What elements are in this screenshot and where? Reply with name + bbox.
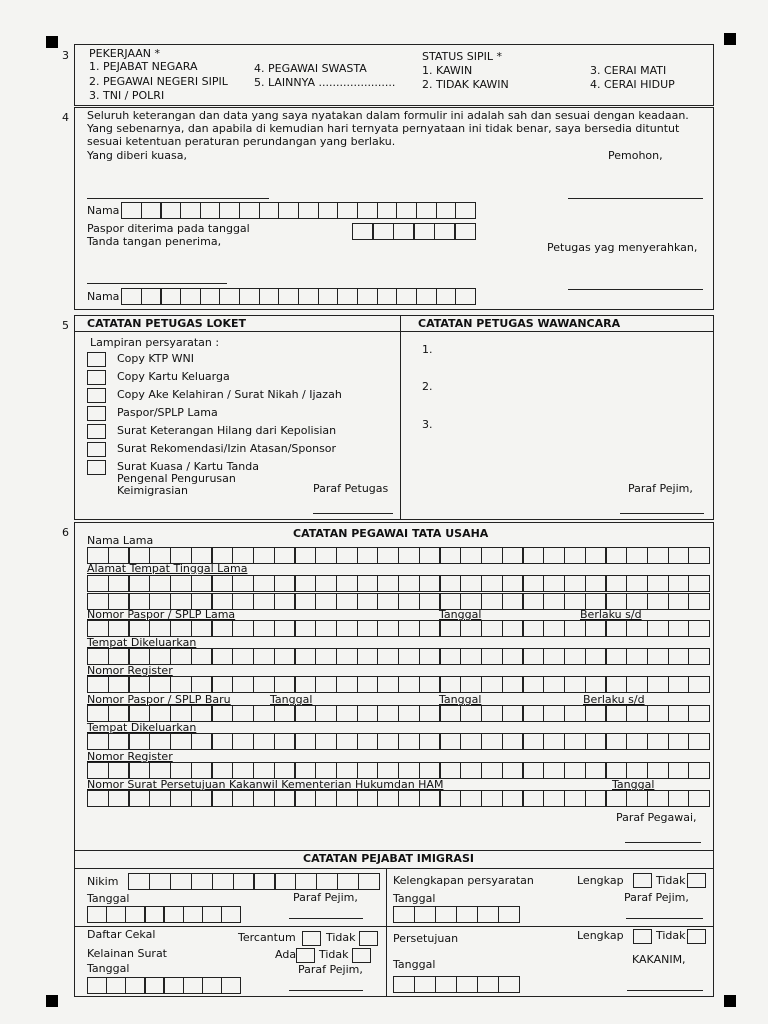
paspor-lama-grid[interactable] [87, 620, 710, 637]
registration-mark-bottom-left [46, 995, 58, 1007]
tidak-label: Tidak [656, 929, 686, 942]
tanggal-label: Tanggal [393, 958, 436, 971]
tidak-checkbox[interactable] [687, 873, 706, 888]
tercantum-label: Tercantum [238, 931, 296, 944]
lampiran-item: Copy KTP WNI [117, 352, 194, 365]
tidak-checkbox[interactable] [359, 931, 378, 946]
tidak-label: Tidak [319, 948, 349, 961]
lampiran-item: Copy Ake Kelahiran / Surat Nikah / Ijazah [117, 388, 342, 401]
checkbox-kk[interactable] [87, 370, 106, 385]
berlaku-label: Berlaku s/d [580, 608, 642, 621]
nama-input-grid[interactable] [121, 202, 476, 219]
tanggal-label: Tanggal [612, 778, 655, 791]
tempat-dikeluarkan-label: Tempat Dikeluarkan [87, 721, 197, 734]
status-option: 3. CERAI MATI [590, 64, 667, 77]
checkbox-akte[interactable] [87, 388, 106, 403]
paraf-pejim-line[interactable] [289, 918, 363, 919]
tanggal-label: Tanggal [87, 962, 130, 975]
tanggal-label: Tanggal [87, 892, 130, 905]
nomor-paspor-baru-label: Nomor Paspor / SPLP Baru [87, 693, 231, 706]
kuasa-signature-line[interactable] [87, 198, 269, 199]
tidak-checkbox[interactable] [687, 929, 706, 944]
section-number-5: 5 [62, 319, 69, 332]
tercantum-checkbox[interactable] [302, 931, 321, 946]
paspor-baru-grid[interactable] [87, 705, 710, 722]
lampiran-item: Pengenal Pengurusan [117, 472, 236, 485]
paraf-pejim-label: Paraf Pejim, [298, 963, 363, 976]
tata-usaha-title: CATATAN PEGAWAI TATA USAHA [293, 527, 489, 540]
nomor-surat-grid[interactable] [87, 790, 710, 807]
penerima-signature-line[interactable] [87, 283, 227, 284]
pekerjaan-title: PEKERJAAN * [89, 47, 161, 60]
tanggal-terima-grid[interactable] [352, 223, 476, 240]
section-number-3: 3 [62, 49, 69, 62]
tanggal-label: Tanggal [439, 608, 482, 621]
status-option: 4. CERAI HIDUP [590, 78, 675, 91]
pekerjaan-option: 3. TNI / POLRI [89, 89, 165, 102]
tempat-dikeluarkan-label: Tempat Dikeluarkan [87, 636, 197, 649]
alamat-lama-label: Alamat Tempat Tinggal Lama [87, 562, 248, 575]
registration-mark-top-right [724, 33, 736, 45]
paraf-pegawai-label: Paraf Pegawai, [616, 811, 697, 824]
section-5-header-rule [74, 331, 714, 332]
section-number-4: 4 [62, 111, 69, 124]
pemohon-signature-line[interactable] [568, 198, 703, 199]
nomor-register-baru-grid[interactable] [87, 762, 710, 779]
status-option: 2. TIDAK KAWIN [422, 78, 509, 91]
loket-title: CATATAN PETUGAS LOKET [87, 317, 247, 330]
ada-checkbox[interactable] [296, 948, 315, 963]
kakanim-label: KAKANIM, [632, 953, 686, 966]
paraf-petugas-line[interactable] [313, 513, 393, 514]
status-option: 1. KAWIN [422, 64, 473, 77]
paraf-pejim-label: Paraf Pejim, [293, 891, 358, 904]
nama-input-grid-2[interactable] [121, 288, 476, 305]
paraf-pejim-line[interactable] [620, 513, 704, 514]
tanggal-grid[interactable] [393, 906, 520, 923]
paraf-pejim-label: Paraf Pejim, [628, 482, 693, 495]
imigrasi-title: CATATAN PEJABAT IMIGRASI [303, 852, 474, 865]
tempat-dikeluarkan-baru-grid[interactable] [87, 733, 710, 750]
wawancara-number: 1. [422, 343, 433, 356]
statement-line: Yang sebenarnya, dan apabila di kemudian hari ternyata pernyataan ini tidak benar, saya bersedia dituntut [87, 122, 680, 135]
daftar-cekal-label: Daftar Cekal [87, 928, 156, 941]
pekerjaan-option: 4. PEGAWAI SWASTA [254, 62, 367, 75]
lampiran-item: Paspor/SPLP Lama [117, 406, 218, 419]
tempat-dikeluarkan-grid[interactable] [87, 648, 710, 665]
tanggal-label: Tanggal [393, 892, 436, 905]
lengkap-label: Lengkap [577, 929, 624, 942]
lengkap-label: Lengkap [577, 874, 624, 887]
lampiran-item: Copy Kartu Keluarga [117, 370, 230, 383]
tanggal-label: Tanggal [270, 693, 313, 706]
checkbox-rekomendasi[interactable] [87, 442, 106, 457]
paraf-pegawai-line[interactable] [625, 842, 701, 843]
paraf-pejim-line[interactable] [626, 918, 703, 919]
lampiran-item: Keimigrasian [117, 484, 189, 497]
nomor-register-grid[interactable] [87, 676, 710, 693]
petugas-signature-line[interactable] [568, 289, 703, 290]
kelengkapan-label: Kelengkapan persyaratan [393, 874, 534, 887]
kelainan-surat-label: Kelainan Surat [87, 947, 167, 960]
paspor-diterima-label: Paspor diterima pada tanggal [87, 222, 250, 235]
nomor-register-label: Nomor Register [87, 750, 173, 763]
tanggal-grid[interactable] [87, 977, 241, 994]
checkbox-surat-kuasa[interactable] [87, 460, 106, 475]
berlaku-label: Berlaku s/d [583, 693, 645, 706]
imigrasi-divider [386, 868, 387, 997]
yang-diberi-kuasa-label: Yang diberi kuasa, [87, 149, 187, 162]
lampiran-item: Surat Rekomendasi/Izin Atasan/Sponsor [117, 442, 337, 455]
imigrasi-top-rule [74, 850, 714, 851]
tidak-checkbox[interactable] [352, 948, 371, 963]
paraf-pejim-label: Paraf Pejim, [624, 891, 689, 904]
checkbox-paspor-lama[interactable] [87, 406, 106, 421]
pemohon-label: Pemohon, [608, 149, 663, 162]
wawancara-number: 2. [422, 380, 433, 393]
lampiran-label: Lampiran persyaratan : [90, 336, 220, 349]
persetujuan-label: Persetujuan [393, 932, 459, 945]
kakanim-signature-line[interactable] [627, 990, 703, 991]
nomor-register-label: Nomor Register [87, 664, 173, 677]
paraf-petugas-label: Paraf Petugas [313, 482, 389, 495]
pekerjaan-option: 1. PEJABAT NEGARA [89, 60, 198, 73]
tanggal-grid[interactable] [87, 906, 241, 923]
registration-mark-bottom-right [724, 995, 736, 1007]
wawancara-title: CATATAN PETUGAS WAWANCARA [418, 317, 621, 330]
wawancara-number: 3. [422, 418, 433, 431]
checkbox-ktp[interactable] [87, 352, 106, 367]
nama-lama-label: Nama Lama [87, 534, 154, 547]
status-sipil-title: STATUS SIPIL * [422, 50, 502, 63]
tanggal-grid[interactable] [393, 976, 520, 993]
lengkap-checkbox[interactable] [633, 873, 652, 888]
alamat-lama-grid-1[interactable] [87, 575, 710, 592]
registration-mark-top-left [46, 36, 58, 48]
lengkap-checkbox[interactable] [633, 929, 652, 944]
imigrasi-header-rule [74, 868, 714, 869]
nikim-grid[interactable] [128, 873, 380, 890]
lampiran-item: Surat Keterangan Hilang dari Kepolisian [117, 424, 337, 437]
tidak-label: Tidak [326, 931, 356, 944]
statement-line: Seluruh keterangan dan data yang saya nyatakan dalam formulir ini adalah sah dan sesuai dengan keadaan. [87, 109, 689, 122]
pekerjaan-option: 2. PEGAWAI NEGERI SIPIL [89, 75, 228, 88]
nomor-paspor-lama-label: Nomor Paspor / SPLP Lama [87, 608, 236, 621]
tanda-tangan-penerima-label: Tanda tangan penerima, [87, 235, 222, 248]
statement-line: sesuai ketentuan peraturan perundangan yang berlaku. [87, 135, 396, 148]
tidak-label: Tidak [656, 874, 686, 887]
nikim-label: Nikim [87, 875, 119, 888]
ada-label: Ada [275, 948, 297, 961]
pekerjaan-option: 5. LAINNYA ...................... [254, 76, 396, 89]
checkbox-surat-hilang[interactable] [87, 424, 106, 439]
imigrasi-mid-rule [74, 926, 714, 927]
section-number-6: 6 [62, 526, 69, 539]
section-5-divider [400, 315, 401, 520]
lampiran-item: Surat Kuasa / Kartu Tanda [117, 460, 259, 473]
nomor-surat-label: Nomor Surat Persetujuan Kakanwil Kementerian Hukumdan HAM [87, 778, 444, 791]
nama-label-2: Nama [87, 290, 120, 303]
paraf-pejim-line[interactable] [289, 990, 363, 991]
tanggal-label: Tanggal [439, 693, 482, 706]
nama-label: Nama [87, 204, 120, 217]
petugas-menyerahkan-label: Petugas yag menyerahkan, [547, 241, 698, 254]
